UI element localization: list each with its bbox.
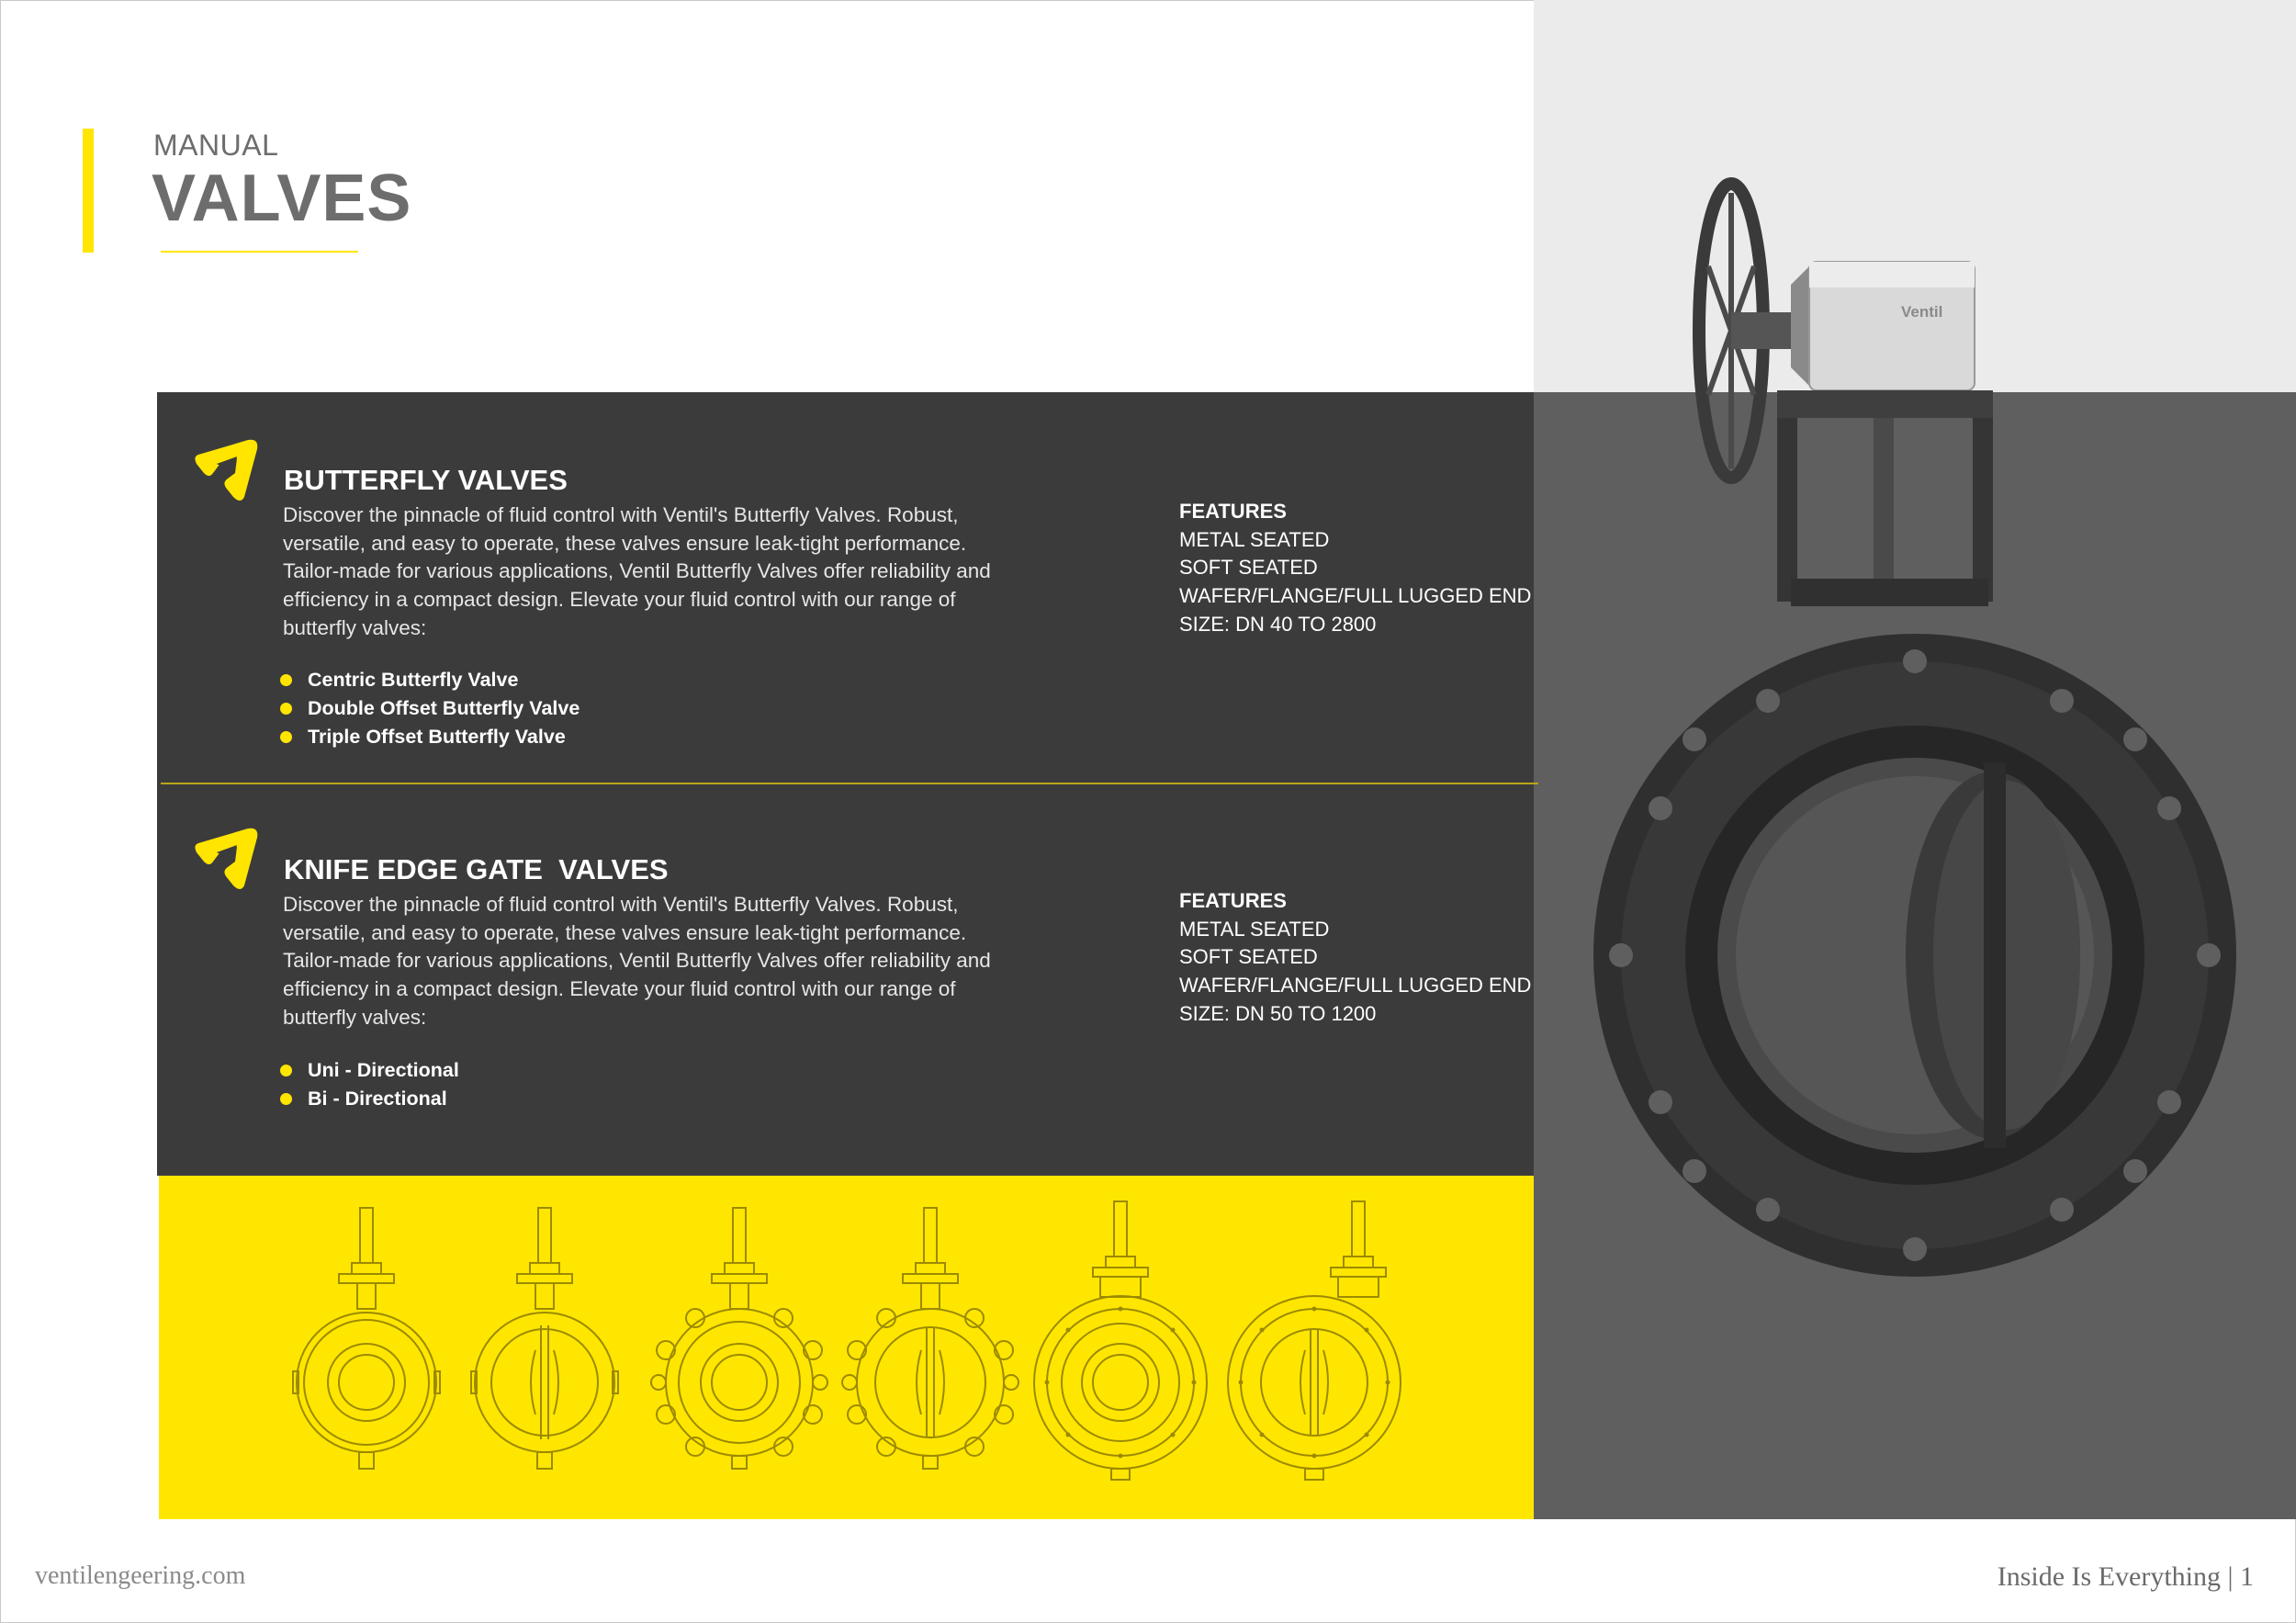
valve-line-drawings — [159, 1176, 1534, 1519]
feature-item: SOFT SEATED — [1179, 556, 1318, 580]
bullet-list — [280, 666, 580, 751]
bullet-dot-icon — [280, 731, 292, 743]
feature-item: WAFER/FLANGE/FULL LUGGED END — [1179, 974, 1532, 997]
page-title: VALVES — [152, 162, 412, 235]
bullet-dot-icon — [280, 1093, 292, 1105]
page-subtitle: MANUAL — [153, 129, 279, 162]
valve-drawing-wafer — [471, 1208, 618, 1469]
bullet-dot-icon — [280, 703, 292, 715]
valve-drawing-flanged — [1034, 1201, 1207, 1480]
feature-item: SIZE: DN 50 TO 1200 — [1179, 1001, 1377, 1025]
list-item: Bi - Directional — [280, 1085, 459, 1113]
brand-label: Ventil — [1901, 303, 1943, 321]
list-item: Triple Offset Butterfly Valve — [280, 723, 580, 751]
valve-drawing-flanged-offset — [1228, 1201, 1401, 1480]
bullet-list — [280, 1056, 459, 1113]
bullet-dot-icon — [280, 1065, 292, 1076]
footer-website: ventilengeering.com — [35, 1561, 246, 1590]
feature-item: SIZE: DN 40 TO 2800 — [1179, 612, 1377, 636]
section-logo-icon — [195, 436, 263, 504]
list-item: Double Offset Butterfly Valve — [280, 694, 580, 723]
footer-tagline: Inside Is Everything | 1 — [1997, 1561, 2254, 1592]
bullet-dot-icon — [280, 674, 292, 686]
section-title: KNIFE EDGE GATE VALVES — [284, 853, 669, 885]
features-heading: FEATURES — [1179, 500, 1287, 523]
title-underline — [161, 251, 358, 253]
features-list — [1179, 498, 1531, 639]
section-title: BUTTERFLY VALVES — [284, 464, 568, 496]
section-description: Discover the pinnacle of fluid control with Ventil's Butterfly Valves. Robust, versatile, and easy to operate, these valves ensure leak-tight performance. Tailor-made for various applications, Ventil Butterfly Valves offer reliability and efficiency in a compact design. Elevate your fluid control with our range of butterfly valves: — [283, 503, 991, 639]
features-list — [1179, 887, 1531, 1029]
features-heading: FEATURES — [1179, 889, 1287, 912]
valve-drawing-lugged — [651, 1208, 827, 1469]
list-item: Uni - Directional — [280, 1056, 459, 1085]
list-item: Centric Butterfly Valve — [280, 666, 580, 694]
feature-item: WAFER/FLANGE/FULL LUGGED END — [1179, 584, 1532, 608]
feature-item: SOFT SEATED — [1179, 945, 1318, 969]
section-divider — [161, 783, 1538, 784]
butterfly-valve-photo — [1534, 156, 2296, 1332]
valve-drawing-lugged-offset — [842, 1208, 1019, 1469]
feature-item: METAL SEATED — [1179, 917, 1330, 941]
feature-item: METAL SEATED — [1179, 527, 1330, 551]
valve-drawing-centric — [293, 1208, 440, 1469]
title-accent-bar — [83, 129, 94, 253]
section-logo-icon — [195, 825, 263, 893]
section-description: Discover the pinnacle of fluid control with Ventil's Butterfly Valves. Robust, versatile, and easy to operate, these valves ensure leak-tight performance. Tailor-made for various applications, Ventil Butterfly Valves offer reliability and efficiency in a compact design. Elevate your fluid control with our range of butterfly valves: — [283, 893, 991, 1029]
